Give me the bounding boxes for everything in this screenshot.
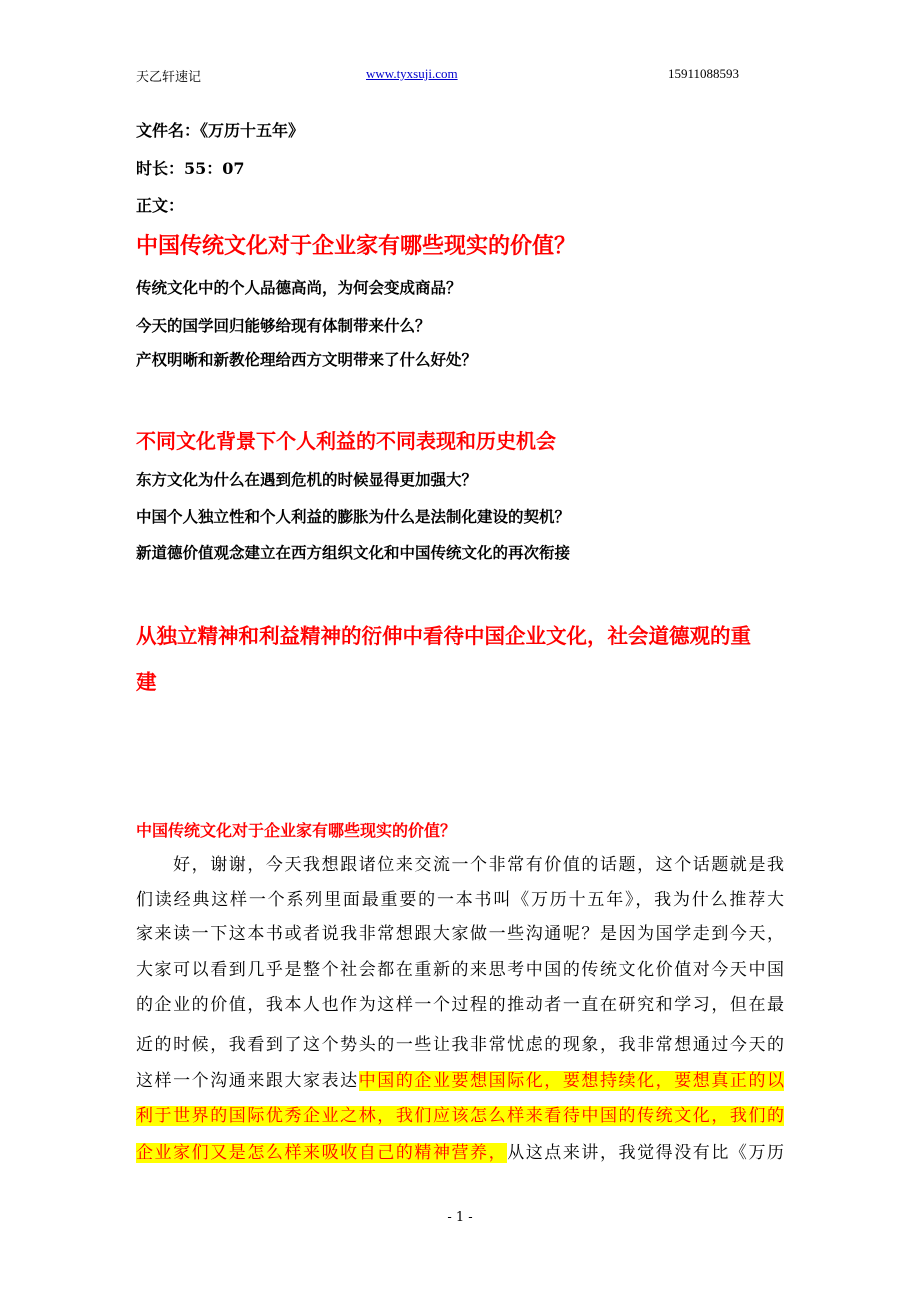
section-1-question: 今天的国学回归能够给现有体制带来什么？ (136, 316, 431, 335)
section-2-title: 不同文化背景下个人利益的不同表现和历史机会 (136, 429, 556, 453)
paragraph-line: 近的时候，我看到了这个势头的一些让我非常忧虑的现象，我非常想通过今天的 (136, 1035, 784, 1055)
header-phone: 15911088593 (668, 66, 740, 81)
section-2-question: 东方文化为什么在遇到危机的时候显得更加强大？ (136, 470, 478, 489)
section-3-title-line2: 建 (136, 670, 157, 694)
paragraph-line: 好，谢谢，今天我想跟诸位来交流一个非常有价值的话题，这个话题就是我 (136, 855, 784, 875)
paragraph-text: 这样一个沟通来跟大家表达 (136, 1071, 359, 1091)
paragraph-line: 家来读一下这本书或者说我非常想跟大家做一些沟通呢？是因为国学走到今天， (136, 924, 784, 944)
paragraph-line: 们读经典这样一个系列里面最重要的一本书叫《万历十五年》，我为什么推荐大 (136, 890, 784, 910)
body-subtitle: 中国传统文化对于企业家有哪些现实的价值？ (136, 821, 457, 840)
section-3-title-line1: 从独立精神和利益精神的衍伸中看待中国企业文化，社会道德观的重 (136, 624, 751, 648)
paragraph-line: 大家可以看到几乎是整个社会都在重新的来思考中国的传统文化价值对今天中国 (136, 960, 784, 980)
section-1-title: 中国传统文化对于企业家有哪些现实的价值？ (136, 233, 577, 259)
page-number: - 1 - (447, 1210, 473, 1225)
section-2-question: 新道德价值观念建立在西方组织文化和中国传统文化的再次衔接 (136, 543, 571, 562)
duration-line: 时长：55：07 (136, 159, 245, 178)
paragraph-line (136, 1141, 784, 1165)
paragraph-line (136, 1104, 784, 1128)
header-website-link[interactable]: www.tyxsuji.com (366, 66, 458, 81)
section-2-question: 中国个人独立性和个人利益的膨胀为什么是法制化建设的契机？ (136, 507, 571, 526)
header-company: 天乙轩速记 (136, 69, 202, 84)
body-label: 正文： (136, 196, 185, 215)
section-1-question: 产权明晰和新教伦理给西方文明带来了什么好处？ (136, 350, 478, 369)
paragraph-line (136, 1069, 784, 1093)
section-1-question: 传统文化中的个人品德高尚，为何会变成商品？ (136, 278, 462, 297)
highlighted-text: 中国的企业要想国际化，要想持续化，要想真正的以 (358, 1071, 785, 1091)
page-header (0, 66, 920, 86)
paragraph-line: 的企业的价值，我本人也作为这样一个过程的推动者一直在研究和学习，但在最 (136, 995, 784, 1015)
paragraph-text: 从这点来讲，我觉得没有比《万历 (507, 1143, 785, 1163)
highlighted-text: 企业家们又是怎么样来吸收自己的精神营养， (136, 1143, 508, 1163)
filename-line: 文件名：《万历十五年》 (136, 121, 305, 140)
highlighted-text: 利于世界的国际优秀企业之林，我们应该怎么样来看待中国的传统文化，我们的 (136, 1106, 784, 1126)
